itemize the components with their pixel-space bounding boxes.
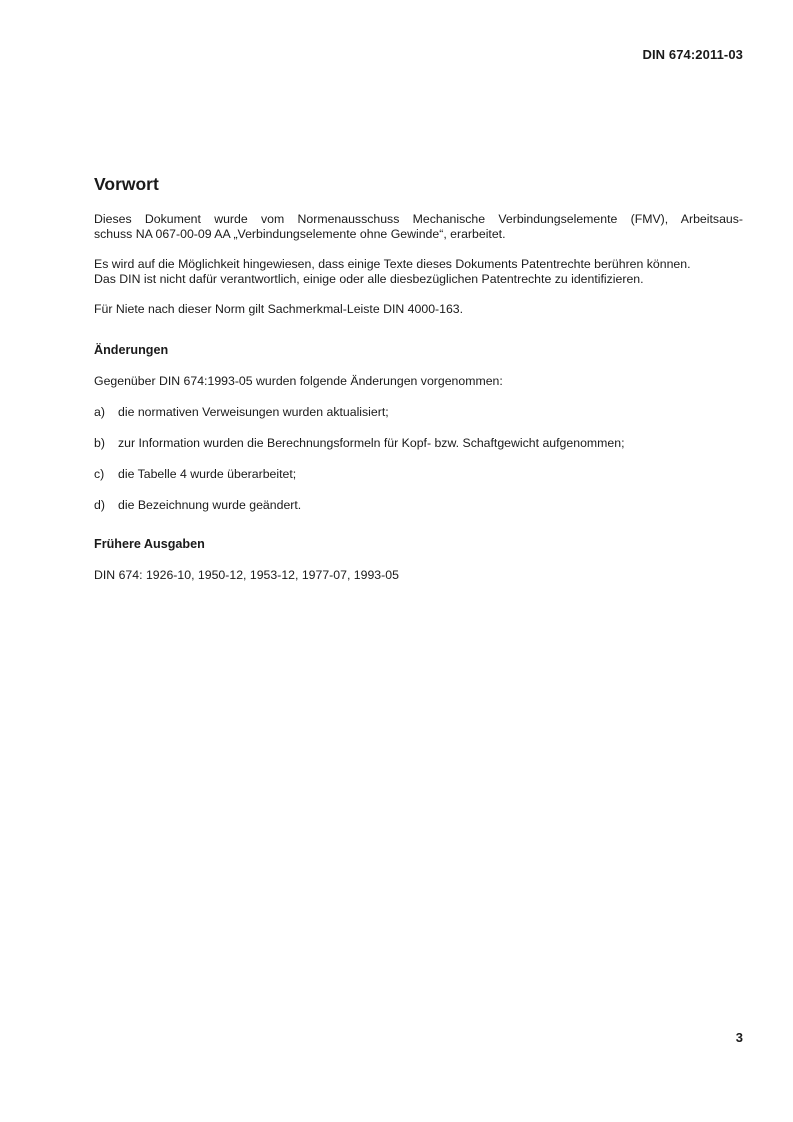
foreword-paragraph-2-line-1: Es wird auf die Möglichkeit hingewiesen, dass einige Texte dieses Dokuments Patentrechte berühren können.: [94, 257, 691, 271]
list-item-text: die normativen Verweisungen wurden aktualisiert;: [118, 405, 389, 419]
list-item: [94, 498, 743, 513]
list-item-text: die Tabelle 4 wurde überarbeitet;: [118, 467, 297, 481]
previous-editions-heading: Frühere Ausgaben: [94, 537, 205, 551]
page-number: 3: [735, 1030, 743, 1045]
page-content: [94, 173, 743, 598]
changes-intro: Gegenüber DIN 674:1993-05 wurden folgende Änderungen vorgenommen:: [94, 374, 503, 388]
list-item-marker: d): [94, 498, 105, 512]
document-id: DIN 674:2011-03: [642, 47, 743, 62]
foreword-paragraph-3: Für Niete nach dieser Norm gilt Sachmerkmal-Leiste DIN 4000-163.: [94, 302, 464, 316]
list-item-marker: c): [94, 467, 105, 481]
list-item-text: zur Information wurden die Berechnungsformeln für Kopf- bzw. Schaftgewicht aufgenommen;: [118, 436, 625, 450]
foreword-paragraph-1-line-1: Dieses Dokument wurde vom Normenausschuss Mechanische Verbindungselemente (FMV), Arbeitsaus-: [94, 212, 743, 226]
foreword-paragraph-2: [94, 257, 743, 287]
list-item-text: die Bezeichnung wurde geändert.: [118, 498, 302, 512]
foreword-paragraph-1-line-2: schuss NA 067-00-09 AA „Verbindungselemente ohne Gewinde“, erarbeitet.: [94, 227, 506, 241]
foreword-heading: Vorwort: [94, 174, 159, 194]
list-item: [94, 467, 743, 482]
foreword-paragraph-1: [94, 212, 743, 227]
list-item-marker: a): [94, 405, 105, 419]
foreword-paragraph-1-cont: [94, 227, 743, 242]
list-item: [94, 405, 743, 420]
list-item: [94, 436, 743, 451]
previous-editions-text: DIN 674: 1926-10, 1950-12, 1953-12, 1977-07, 1993-05: [94, 568, 399, 582]
list-item-marker: b): [94, 436, 105, 450]
changes-list: [94, 405, 743, 513]
changes-heading: Änderungen: [94, 343, 169, 357]
foreword-paragraph-2-line-2: Das DIN ist nicht dafür verantwortlich, einige oder alle diesbezüglichen Patentrechte zu identifizieren.: [94, 272, 644, 286]
